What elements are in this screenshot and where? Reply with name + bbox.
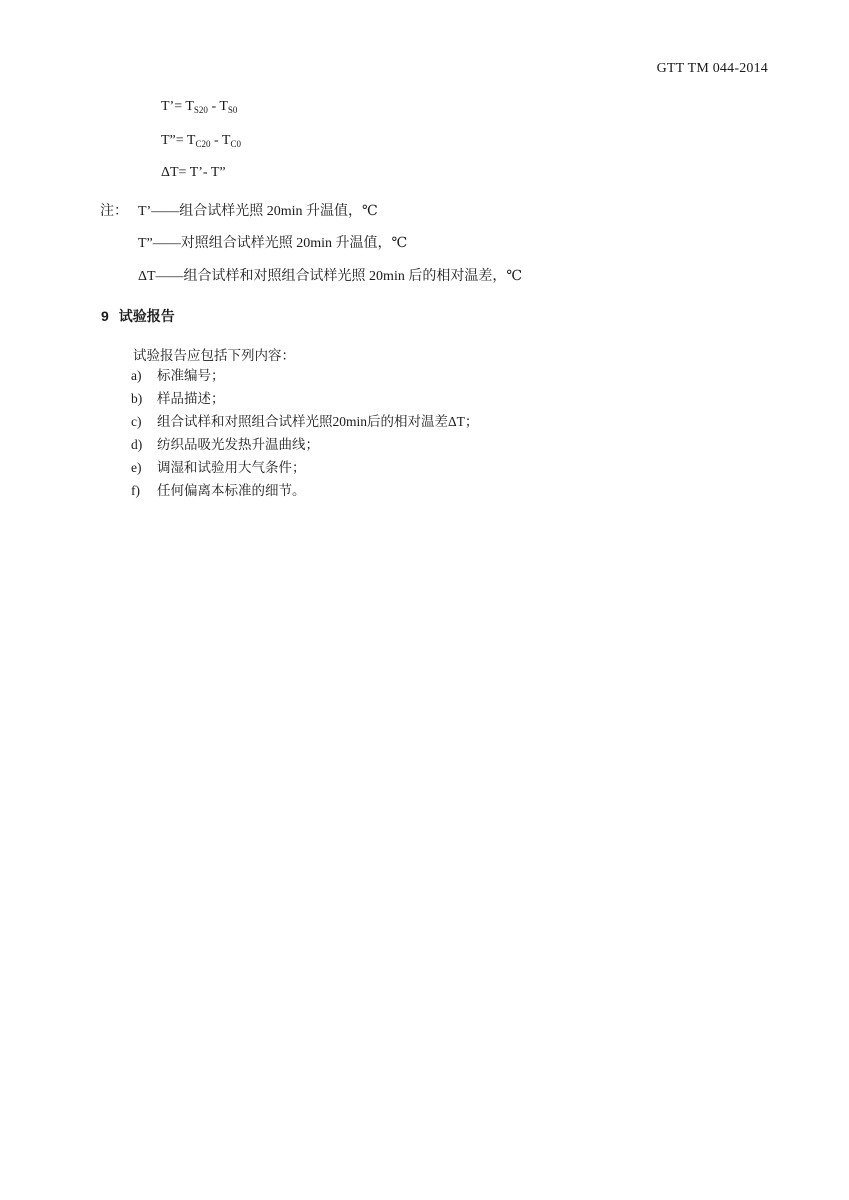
- list-marker: e): [131, 460, 142, 475]
- section-heading: [101, 306, 175, 326]
- formula-subscript: C20: [195, 139, 211, 149]
- list-text: 纺织品吸光发热升温曲线；: [157, 437, 319, 452]
- formula-t-double-prime: [161, 133, 241, 149]
- list-item: [131, 456, 478, 479]
- list-item: [131, 410, 478, 433]
- note-item: ΔT——组合试样和对照组合试样光照 20min 后的相对温差，℃: [138, 269, 522, 284]
- note-item: T’——组合试样光照 20min 升温值，℃: [138, 204, 378, 219]
- list-marker: c): [131, 414, 142, 429]
- list-text: 调湿和试验用大气条件；: [157, 460, 306, 475]
- formula-text: T’= T: [161, 99, 194, 114]
- formula-subscript: S20: [193, 105, 208, 115]
- list-marker: b): [131, 391, 143, 406]
- note-item: T”——对照组合试样光照 20min 升温值，℃: [138, 236, 408, 251]
- list-item: [131, 479, 478, 502]
- document-code: GTT TM 044-2014: [656, 61, 768, 76]
- list-item: [131, 433, 478, 456]
- report-items-list: [131, 364, 478, 502]
- list-text: 组合试样和对照组合试样光照20min后的相对温差ΔT；: [157, 414, 479, 429]
- formula-delta-t: ΔT= T’- T”: [161, 165, 226, 180]
- formula-t-prime: [161, 99, 237, 115]
- formula-text: - T: [210, 133, 231, 148]
- list-text: 任何偏离本标准的细节。: [157, 483, 306, 498]
- section-number: 9: [101, 308, 109, 324]
- list-item: [131, 364, 478, 387]
- formula-text: T”= T: [161, 133, 196, 148]
- list-marker: d): [131, 437, 143, 452]
- list-text: 标准编号；: [157, 368, 225, 383]
- section-intro: 试验报告应包括下列内容：: [133, 348, 295, 363]
- list-marker: f): [131, 483, 140, 498]
- list-item: [131, 387, 478, 410]
- formula-subscript: S0: [227, 105, 238, 115]
- formula-subscript: C0: [230, 139, 241, 149]
- list-text: 样品描述；: [157, 391, 225, 406]
- note-label: 注：: [100, 204, 128, 219]
- section-title: 试验报告: [118, 308, 175, 324]
- list-marker: a): [131, 368, 142, 383]
- formula-text: - T: [207, 99, 228, 114]
